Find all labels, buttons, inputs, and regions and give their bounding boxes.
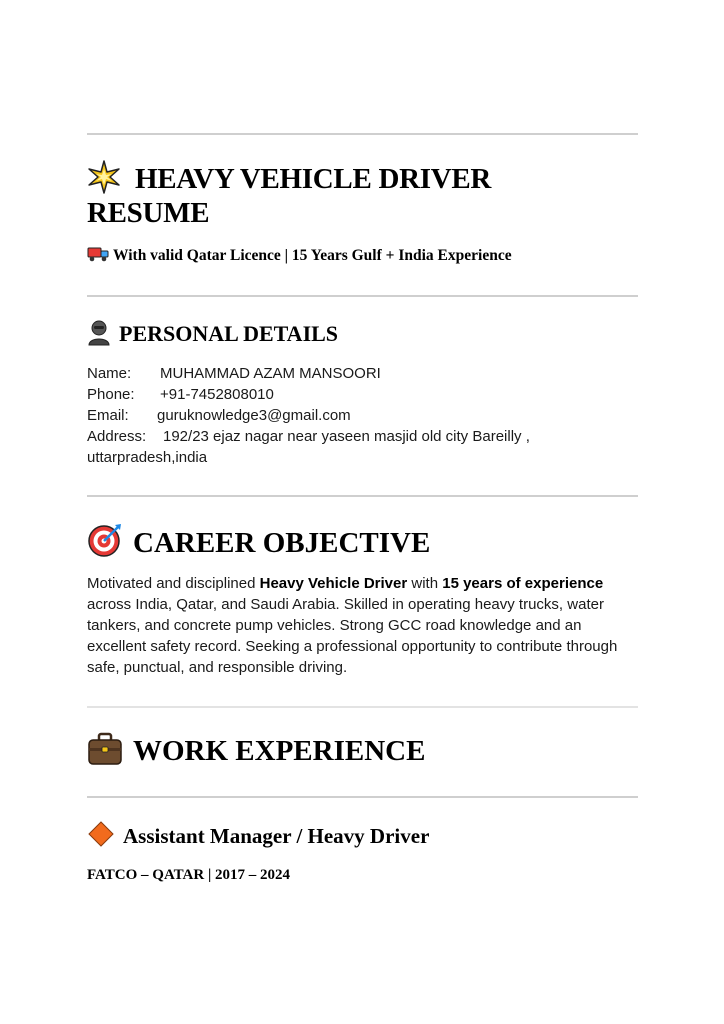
divider [87,796,638,798]
divider [87,706,638,708]
truck-icon [87,246,109,262]
briefcase-icon [87,732,123,766]
job-title-text: Assistant Manager / Heavy Driver [123,824,430,848]
star-icon [87,160,121,194]
address-label: Address: [87,428,147,445]
objective-text-3: across India, Qatar, and Saudi Arabia. Skilled in operating heavy trucks, water tankers, and concrete pump vehicles. Strong GCC road knowledge and an excellent safety record. Seeking a professional opportunity to contribute through safe, punctual, and responsible driving. [87,596,618,676]
resume-title [87,160,491,230]
personal-details-heading [87,320,338,348]
objective-heading-text: CAREER OBJECTIVE [133,527,431,559]
name-value: MUHAMMAD AZAM MANSOORI [160,365,381,382]
objective-bold-1: Heavy Vehicle Driver [259,575,408,592]
title-line-2: RESUME [87,197,210,229]
divider [87,495,638,497]
address-value-line-2: uttarpradesh,india [87,449,208,466]
company-line: FATCO – QATAR | 2017 – 2024 [87,867,291,883]
personal-heading-text: PERSONAL DETAILS [119,321,339,346]
objective-text-2: with [407,575,443,592]
objective-bold-2: 15 years of experience [442,575,604,592]
orange-diamond-icon [87,820,115,848]
address-row-2 [87,447,638,468]
job-title [87,820,429,850]
career-objective-heading [87,522,430,560]
address-value: 192/23 ejaz nagar near yaseen masjid old city Bareilly , [163,428,530,445]
person-icon [87,320,111,346]
divider [87,295,638,297]
phone-row [87,384,638,405]
experience-heading-text: WORK EXPERIENCE [133,735,426,767]
email-label: Email: [87,407,129,424]
objective-text-1: Motivated and disciplined [87,575,260,592]
personal-details [87,363,638,468]
phone-value: +91-7452808010 [160,386,274,403]
work-experience-heading [87,732,425,768]
target-icon [87,522,123,558]
address-row [87,426,638,447]
resume-subtitle [87,246,512,266]
name-label: Name: [87,365,132,382]
subtitle-text: With valid Qatar Licence | 15 Years Gulf + India Experience [113,247,512,264]
title-line-1: HEAVY VEHICLE DRIVER [135,163,492,195]
divider [87,133,638,135]
career-objective-text [87,573,638,678]
email-value: guruknowledge3@gmail.com [157,407,351,424]
name-row [87,363,638,384]
email-row [87,405,638,426]
phone-label: Phone: [87,386,135,403]
